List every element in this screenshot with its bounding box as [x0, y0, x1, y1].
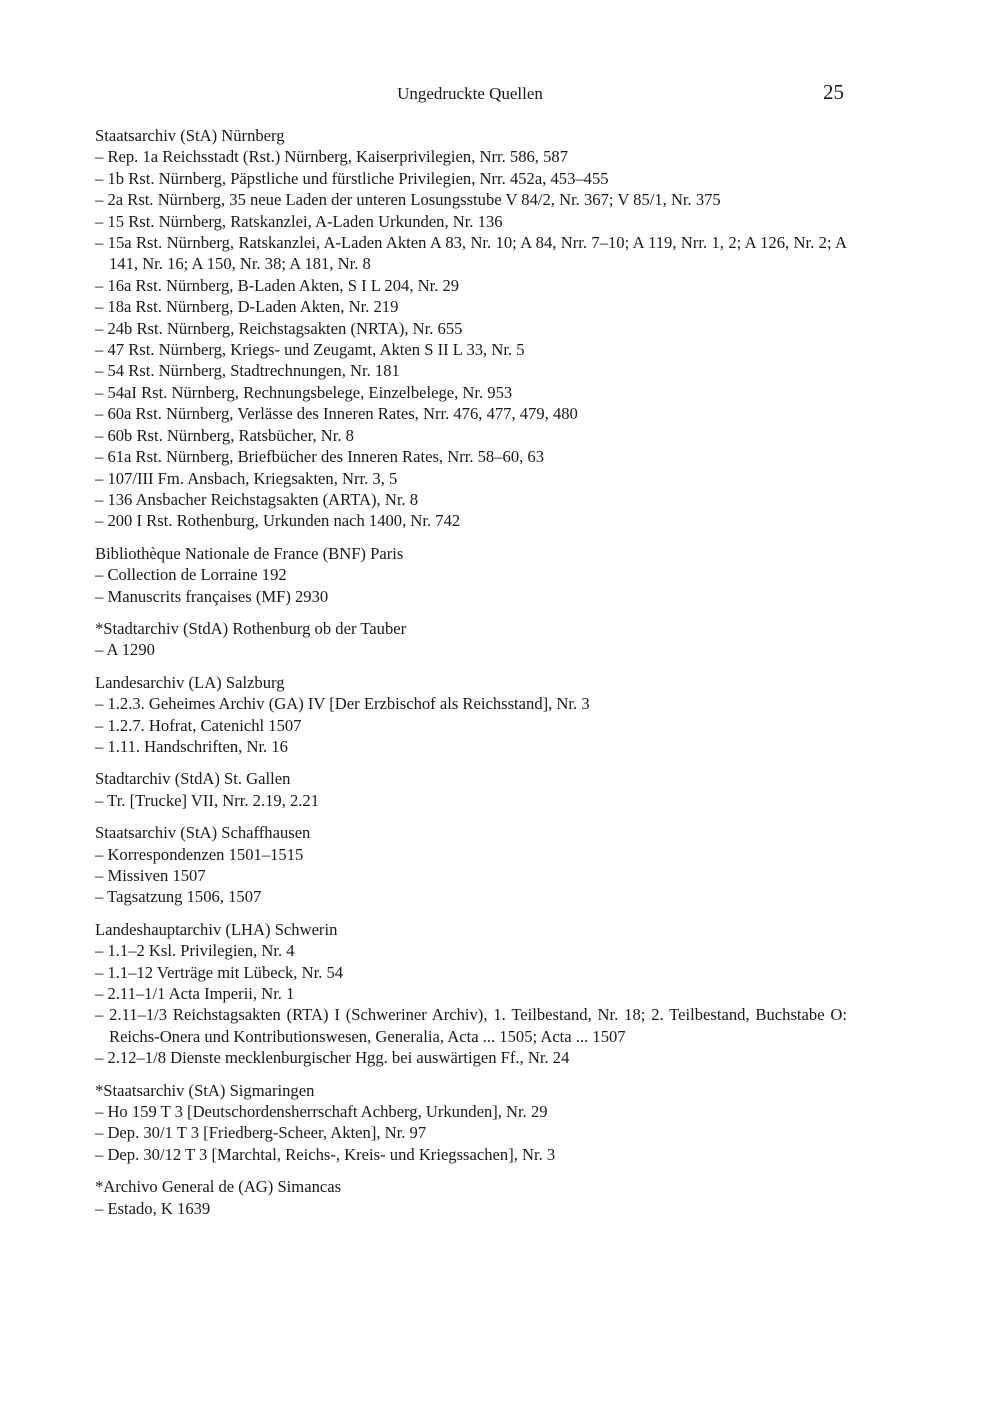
- archive-entry: – 61a Rst. Nürnberg, Briefbücher des Inneren Rates, Nrr. 58–60, 63: [95, 447, 545, 467]
- archive-entry: – 107/III Fm. Ansbach, Kriegsakten, Nrr. 3, 5: [95, 468, 398, 488]
- archive-name: Landesarchiv (LA) Salzburg: [95, 672, 285, 692]
- running-header: [0, 82, 1004, 106]
- archive-entry: – 136 Ansbacher Reichstagsakten (ARTA), Nr. 8: [95, 489, 419, 509]
- archive-entry: – Korrespondenzen 1501–1515: [95, 844, 304, 864]
- archive-section: [95, 543, 847, 607]
- archive-entry: – 60a Rst. Nürnberg, Verlässe des Inneren Rates, Nrr. 476, 477, 479, 480: [95, 404, 578, 424]
- archive-section: [95, 822, 847, 908]
- archive-entry: – 2.12–1/8 Dienste mecklenburgischer Hgg. bei auswärtigen Ff., Nr. 24: [95, 1048, 570, 1068]
- archive-entry: – Ho 159 T 3 [Deutschordensherrschaft Achberg, Urkunden], Nr. 29: [95, 1102, 548, 1122]
- archive-entry: – 16a Rst. Nürnberg, B-Laden Akten, S I L 204, Nr. 29: [95, 275, 460, 295]
- archive-name: Staatsarchiv (StA) Schaffhausen: [95, 823, 311, 843]
- archive-entry: – 47 Rst. Nürnberg, Kriegs- und Zeugamt, Akten S II L 33, Nr. 5: [95, 340, 525, 360]
- archive-name: Staatsarchiv (StA) Nürnberg: [95, 126, 285, 145]
- archive-name: *Stadtarchiv (StdA) Rothenburg ob der Tauber: [95, 618, 407, 638]
- archive-name: *Staatsarchiv (StA) Sigmaringen: [95, 1080, 315, 1100]
- archive-entry: – Manuscrits françaises (MF) 2930: [95, 586, 329, 606]
- archive-entry: – 15a Rst. Nürnberg, Ratskanzlei, A-Laden Akten A 83, Nr. 10; A 84, Nrr. 7–10; A 119, Nrr. 1, 2; A 126, Nr. 2; A 141, Nr. 16; A 150, Nr. 38; A 181, Nr. 8: [95, 233, 847, 274]
- archive-entry: – Dep. 30/12 T 3 [Marchtal, Reichs-, Kreis- und Kriegssachen], Nr. 3: [95, 1144, 556, 1164]
- archive-entry: – Dep. 30/1 T 3 [Friedberg-Scheer, Akten], Nr. 97: [95, 1123, 427, 1143]
- archive-entry: – 54aI Rst. Nürnberg, Rechnungsbelege, Einzelbelege, Nr. 953: [95, 382, 513, 402]
- running-title: Ungedruckte Quellen: [397, 84, 543, 103]
- archive-name: Landeshauptarchiv (LHA) Schwerin: [95, 919, 338, 939]
- archive-entry: – 1.1–2 Ksl. Privilegien, Nr. 4: [95, 941, 295, 961]
- archive-section: [95, 125, 847, 532]
- archive-section: [95, 1080, 847, 1166]
- archive-entry: – 2.11–1/1 Acta Imperii, Nr. 1: [95, 984, 295, 1004]
- archive-entry: – Tr. [Trucke] VII, Nrr. 2.19, 2.21: [95, 790, 320, 810]
- sources-list: [95, 125, 847, 1230]
- archive-entry: – Estado, K 1639: [95, 1198, 211, 1218]
- archive-section: [95, 919, 847, 1069]
- archive-entry: – 1.2.7. Hofrat, Catenichl 1507: [95, 715, 302, 735]
- archive-entry: – 200 I Rst. Rothenburg, Urkunden nach 1400, Nr. 742: [95, 511, 461, 531]
- archive-entry: – 2a Rst. Nürnberg, 35 neue Laden der unteren Losungsstube V 84/2, Nr. 367; V 85/1, Nr. 375: [95, 190, 721, 210]
- archive-entry: – 1.1–12 Verträge mit Lübeck, Nr. 54: [95, 962, 344, 982]
- archive-entry: – A 1290: [95, 640, 155, 660]
- archive-entry: – 2.11–1/3 Reichstagsakten (RTA) I (Schweriner Archiv), 1. Teilbestand, Nr. 18; 2. Teilbestand, Buchstabe O: Reichs-Onera und Kontributionswesen, Generalia, Acta ... 1505; Acta ... 1507: [95, 1005, 847, 1046]
- archive-entry: – 60b Rst. Nürnberg, Ratsbücher, Nr. 8: [95, 425, 354, 445]
- page-number: 25: [823, 80, 844, 104]
- archive-name: Bibliothèque Nationale de France (BNF) Paris: [95, 543, 404, 563]
- archive-entry: – 18a Rst. Nürnberg, D-Laden Akten, Nr. 219: [95, 297, 399, 317]
- archive-entry: – 15 Rst. Nürnberg, Ratskanzlei, A-Laden Urkunden, Nr. 136: [95, 211, 503, 231]
- archive-entry: – 1.11. Handschriften, Nr. 16: [95, 736, 288, 756]
- archive-name: Stadtarchiv (StdA) St. Gallen: [95, 769, 291, 789]
- archive-name: *Archivo General de (AG) Simancas: [95, 1177, 342, 1197]
- archive-section: [95, 618, 847, 661]
- archive-entry: – 54 Rst. Nürnberg, Stadtrechnungen, Nr. 181: [95, 361, 400, 381]
- archive-entry: – 1b Rst. Nürnberg, Päpstliche und fürstliche Privilegien, Nrr. 452a, 453–455: [95, 168, 609, 188]
- archive-entry: – Collection de Lorraine 192: [95, 565, 287, 585]
- archive-entry: – 1.2.3. Geheimes Archiv (GA) IV [Der Erzbischof als Reichsstand], Nr. 3: [95, 694, 590, 714]
- archive-section: [95, 672, 847, 758]
- archive-entry: – Rep. 1a Reichsstadt (Rst.) Nürnberg, Kaiserprivilegien, Nrr. 586, 587: [95, 147, 568, 167]
- archive-section: [95, 768, 847, 811]
- archive-entry: – 24b Rst. Nürnberg, Reichstagsakten (NRTA), Nr. 655: [95, 318, 463, 338]
- archive-section: [95, 1176, 847, 1219]
- archive-entry: – Missiven 1507: [95, 866, 206, 885]
- archive-entry: – Tagsatzung 1506, 1507: [95, 887, 262, 907]
